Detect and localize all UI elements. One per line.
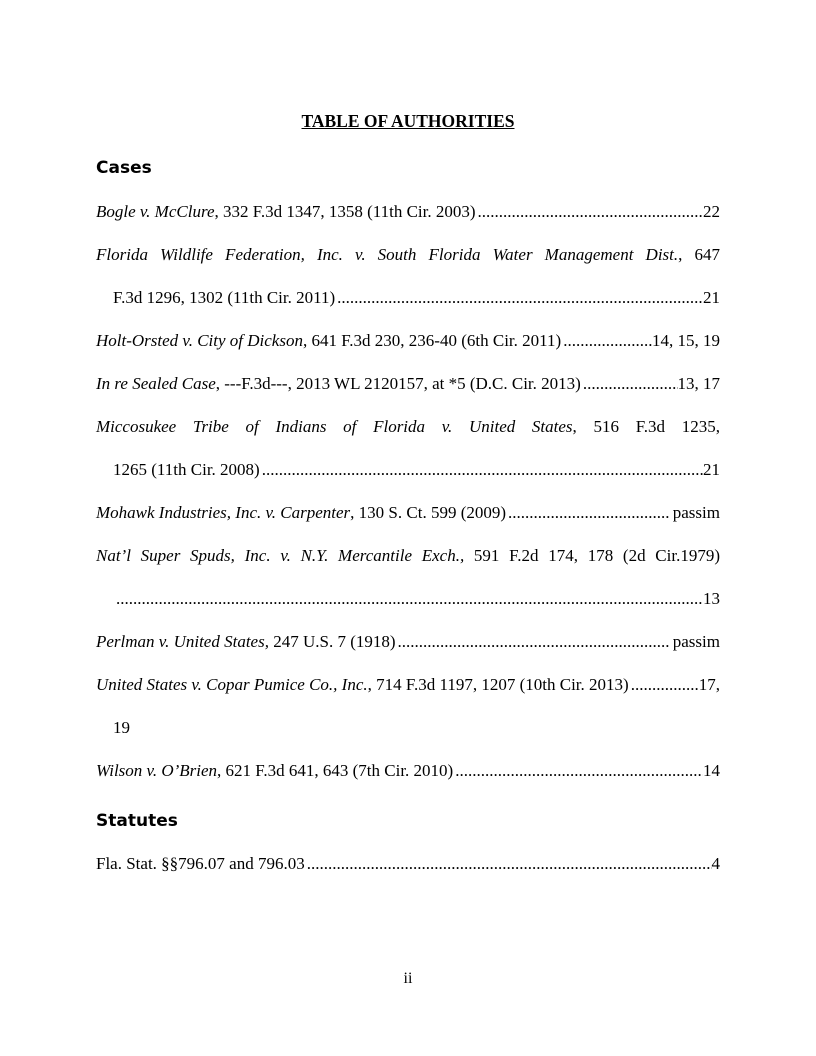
authority-entry <box>96 631 720 653</box>
authority-entry <box>96 330 720 352</box>
authority-entry-continuation <box>113 717 720 739</box>
authority-entry <box>96 674 720 696</box>
dot-leader <box>453 760 703 782</box>
citation: , 641 F.3d 230, 236-40 (6th Cir. 2011) <box>302 331 562 350</box>
case-name: Nat’l Super Spuds, Inc. v. N.Y. Mercantile Exch., <box>96 546 465 565</box>
page-reference: 21 <box>703 288 720 307</box>
authority-entry <box>96 416 720 438</box>
citation: , 621 F.3d 641, 643 (7th Cir. 2010) <box>217 761 454 780</box>
page-reference: 22 <box>703 202 720 221</box>
statute-citation: Fla. Stat. §§796.07 and 796.03 <box>96 854 305 873</box>
page-number: ii <box>403 970 413 987</box>
citation: , 647 <box>678 245 721 264</box>
page-reference: 13 <box>703 589 720 608</box>
authority-entry <box>96 545 720 567</box>
citation: , 130 S. Ct. 599 (2009) <box>350 503 507 522</box>
statutes-heading: Statutes <box>96 811 178 831</box>
page-reference: passim <box>672 503 720 522</box>
page-reference: 14, 15, 19 <box>652 331 720 350</box>
authority-entry <box>96 201 720 223</box>
page-reference: 13, 17 <box>677 374 720 393</box>
dot-leader <box>581 373 678 395</box>
authority-entry <box>96 760 720 782</box>
cases-heading: Cases <box>96 158 152 178</box>
page-reference: 17, <box>698 675 720 694</box>
case-name: Bogle v. McClure <box>96 202 215 221</box>
citation-continuation: 1265 (11th Cir. 2008) <box>113 460 260 479</box>
case-name: Wilson v. O’Brien <box>96 761 218 780</box>
page-reference: passim <box>672 632 720 651</box>
citation: 591 F.2d 174, 178 (2d Cir.1979) <box>464 546 721 565</box>
authority-entry-continuation <box>113 459 720 481</box>
case-name: Mohawk Industries, Inc. v. Carpenter <box>96 503 351 522</box>
authority-entry-continuation <box>116 588 720 610</box>
case-name: Florida Wildlife Federation, Inc. v. South Florida Water Management Dist. <box>96 245 679 264</box>
case-name: United States v. Copar Pumice Co., Inc. <box>96 675 368 694</box>
statute-entry <box>96 853 720 875</box>
citation: , 516 F.3d 1235, <box>572 417 720 436</box>
citation: 247 U.S. 7 (1918) <box>268 632 396 651</box>
case-name: Holt-Orsted v. City of Dickson <box>96 331 303 350</box>
page-reference: 14 <box>703 761 720 780</box>
citation: , 332 F.3d 1347, 1358 (11th Cir. 2003) <box>214 202 476 221</box>
case-name: In re Sealed Case <box>96 374 216 393</box>
dot-leader <box>476 201 703 223</box>
citation: , ---F.3d---, 2013 WL 2120157, at *5 (D.C. Cir. 2013) <box>215 374 581 393</box>
dot-leader <box>396 631 669 653</box>
dot-leader <box>335 287 703 309</box>
authority-entry <box>96 502 720 524</box>
case-name: Perlman v. United States, <box>96 632 269 651</box>
dot-leader <box>561 330 652 352</box>
dot-leader <box>116 588 703 610</box>
page-reference: 21 <box>703 460 720 479</box>
dot-leader <box>305 853 712 875</box>
page-reference: 4 <box>711 854 720 873</box>
citation: , 714 F.3d 1197, 1207 (10th Cir. 2013) <box>367 675 629 694</box>
dot-leader <box>629 674 699 696</box>
dot-leader <box>260 459 703 481</box>
case-name: Miccosukee Tribe of Indians of Florida v. United States <box>96 417 573 436</box>
citation-continuation: F.3d 1296, 1302 (11th Cir. 2011) <box>113 288 336 307</box>
authority-entry <box>96 244 720 266</box>
page-reference-continuation: 19 <box>113 718 130 737</box>
authority-entry <box>96 373 720 395</box>
page-title: TABLE OF AUTHORITIES <box>301 111 515 131</box>
authority-entry-continuation <box>113 287 720 309</box>
dot-leader <box>506 502 669 524</box>
